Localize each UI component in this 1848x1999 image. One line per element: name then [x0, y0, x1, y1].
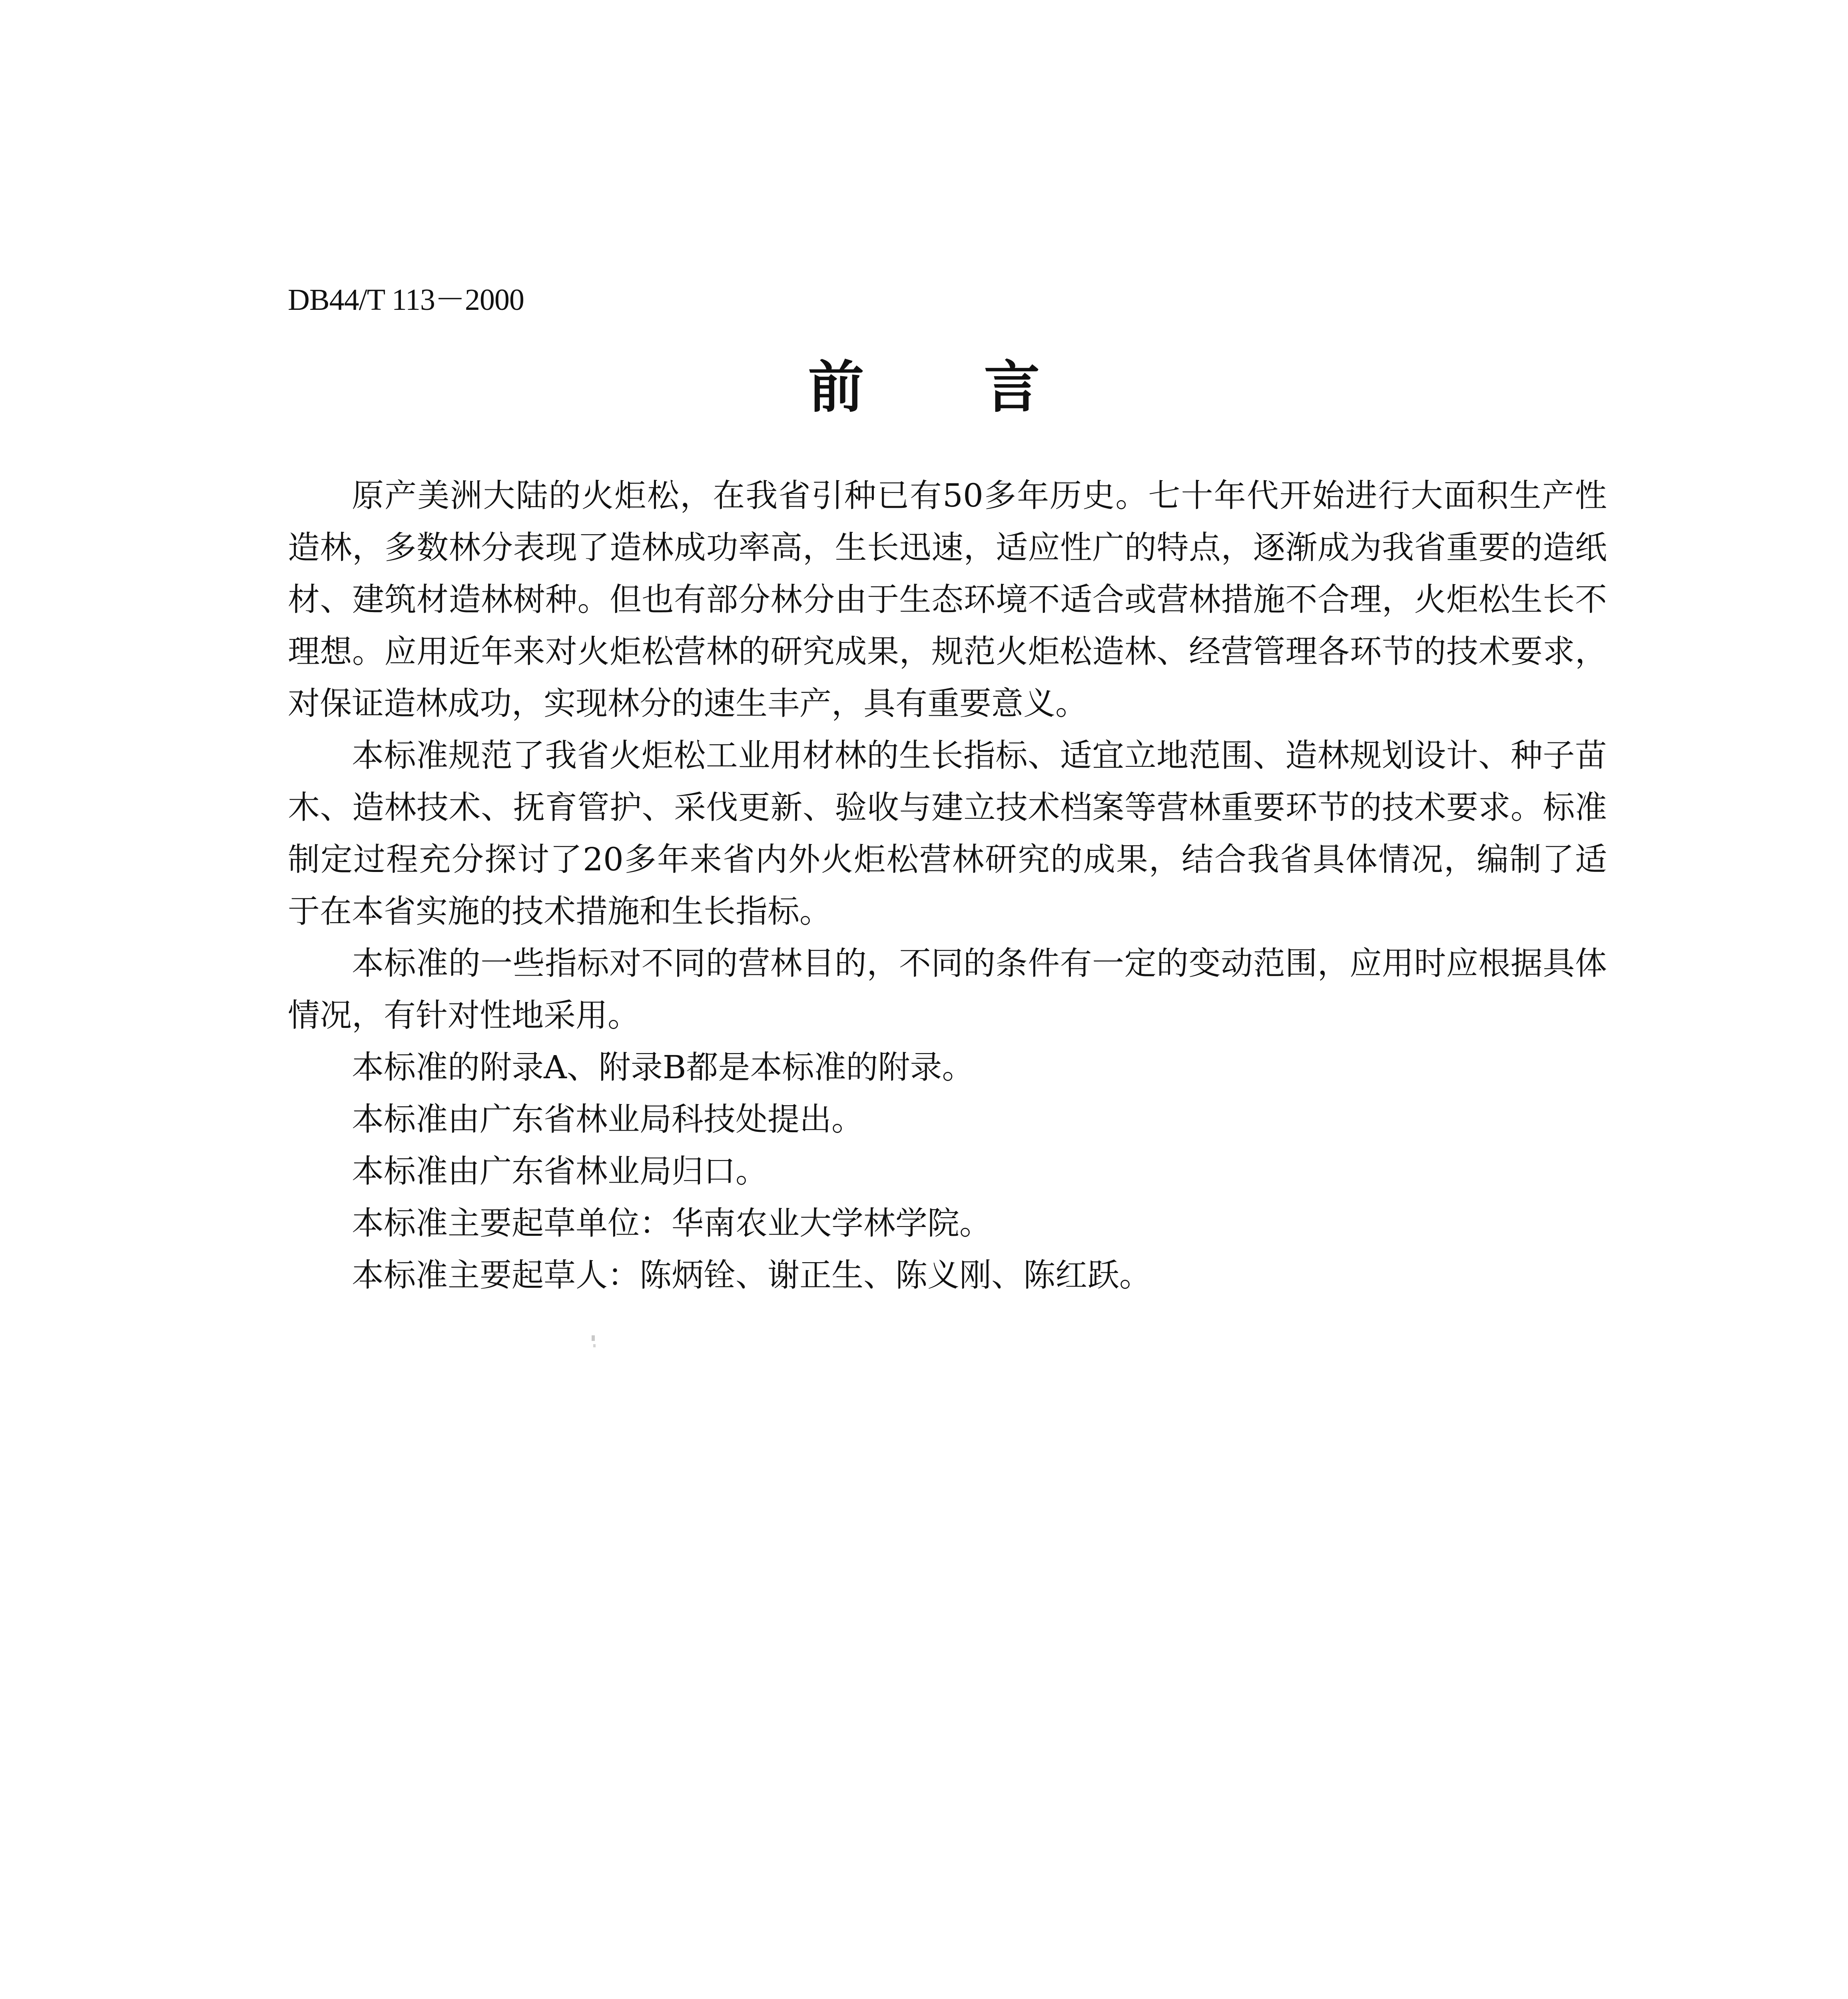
scan-speck [593, 1344, 596, 1347]
paragraph-drafters: 本标准主要起草人：陈炳铨、谢正生、陈义刚、陈红跃。 [352, 1257, 1151, 1294]
page-title: 前言 [808, 355, 1160, 420]
paragraph-appendices: 本标准的附录A、附录B都是本标准的附录。 [352, 1049, 974, 1086]
paragraph-drafting-unit: 本标准主要起草单位：华南农业大学林学院。 [352, 1205, 991, 1242]
paragraph-proposer: 本标准由广东省林业局科技处提出。 [352, 1101, 863, 1138]
paragraph-scope: 本标准规范了我省火炬松工业用材林的生长指标、适宜立地范围、造林规划设计、种子苗木、造林技术、抚育管护、采伐更新、验收与建立技术档案等营林重要环节的技术要求。标准制定过程充分探讨了20多年来省内外火炬松营林研究的成果，结合我省具体情况，编制了适于在本省实施的技术措施和生长指标。 [288, 737, 1607, 930]
paragraph-application: 本标准的一些指标对不同的营林目的，不同的条件有一定的变动范围，应用时应根据具体情况，有针对性地采用。 [288, 945, 1607, 1034]
paragraph-centralized: 本标准由广东省林业局归口。 [352, 1153, 768, 1190]
foreword-body [288, 470, 1607, 1301]
scan-speck [592, 1335, 595, 1341]
document-code: DB44/T 113－2000 [288, 283, 524, 317]
paragraph-origin: 原产美洲大陆的火炬松，在我省引种已有50多年历史。七十年代开始进行大面积生产性造林，多数林分表现了造林成功率高，生长迅速，适应性广的特点，逐渐成为我省重要的造纸材、建筑材造林树种。但也有部分林分由于生态环境不适合或营林措施不合理，火炬松生长不理想。应用近年来对火炬松营林的研究成果，规范火炬松造林、经营管理各环节的技术要求，对保证造林成功，实现林分的速生丰产，具有重要意义。 [288, 477, 1607, 722]
